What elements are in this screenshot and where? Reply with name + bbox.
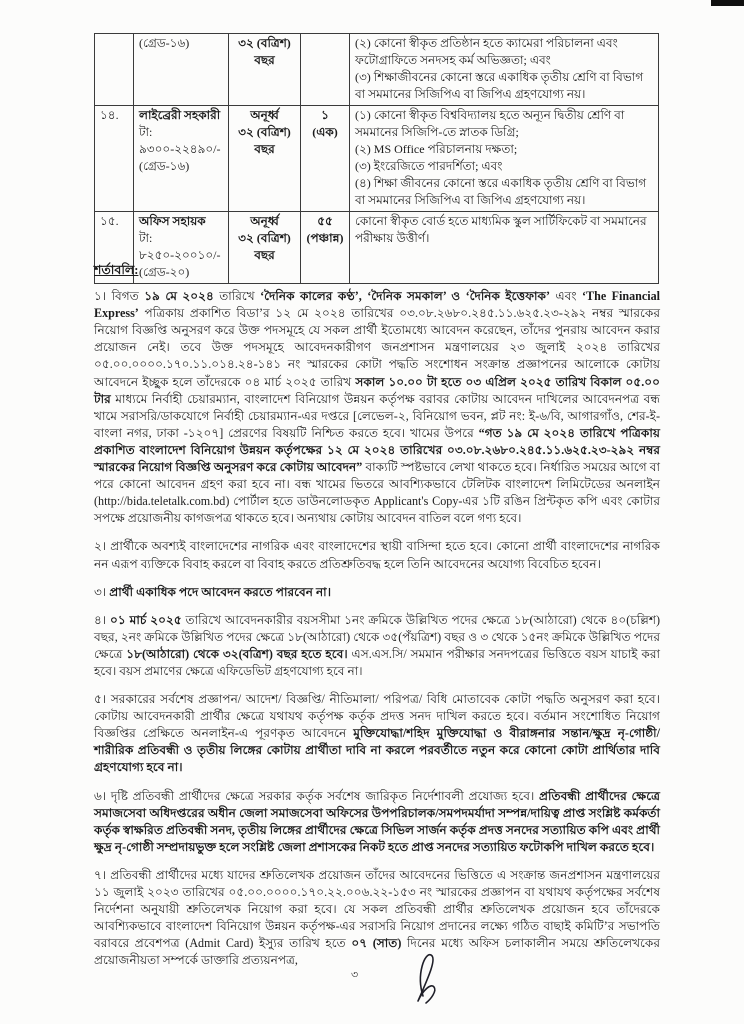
- age-line: বছর: [254, 248, 275, 262]
- post-grade: (গ্রেড-২০): [139, 265, 190, 279]
- serial-cell: [95, 34, 134, 106]
- age-line: ৩২ (বত্রিশ): [238, 231, 291, 245]
- age-line: ৩২ (বত্রিশ): [238, 36, 291, 50]
- age-cell: [229, 34, 301, 106]
- post-pay-scale: টা: ৯৩০০-২২৪৯০/-: [139, 125, 221, 156]
- vacancy-count-words: (পঞ্চান্ন): [306, 231, 344, 245]
- condition-paragraph-5: ৫। সরকারের সর্বশেষ প্রজ্ঞাপন/ আদেশ/ বিজ্ঞপ্তি/ নীতিমালা/ পরিপত্র/ বিধি মোতাবেক কোটা পদ্ধতি অনুসরণ করা হবে। কোটায় আবেদনকারী প্রার্থীর ক্ষেত্রে যথাযথ কর্তৃপক্ষ কর্তৃক প্রদত্ত সনদ দাখিল করতে হবে। বর্তমান সংশোধিত নিয়োগ বিজ্ঞপ্তির প্রেক্ষিতে অনলাইন-এ পূরণকৃত আবেদনে মুক্তিযোদ্ধা/শহিদ মুক্তিযোদ্ধা ও বীরাঙ্গনার সন্তান/ক্ষুদ্র নৃ-গোষ্ঠী/ শারীরিক প্রতিবন্ধী ও তৃতীয় লিঙ্গের কোটায় প্রার্থীতা দাবি না করলে পরবর্তীতে নতুন করে কোনো কোটা প্রার্থিতার দাবি গ্রহণযোগ্য হবে না।: [94, 692, 660, 775]
- serial-cell: ১৫.: [95, 212, 134, 284]
- age-line: অনূর্ধ্ব: [250, 214, 279, 228]
- age-line: বছর: [254, 142, 275, 156]
- qualification-item: (১) কোনো স্বীকৃত বিশ্ববিদ্যালয় হতে অন্যূন দ্বিতীয় শ্রেণি বা সমমানের সিজিপি-তে স্নাতক ডিগ্রি;: [355, 108, 625, 139]
- qualification-cell: [350, 106, 659, 212]
- age-cell: [229, 106, 301, 212]
- table-row-continuation: [95, 34, 659, 106]
- post-name: অফিস সহায়ক: [139, 214, 206, 228]
- job-posts-table: [94, 33, 659, 284]
- age-line: অনূর্ধ্ব: [250, 108, 279, 122]
- age-line: বছর: [254, 53, 275, 67]
- vacancy-count-words: (এক): [312, 125, 338, 139]
- qualification-item: (২) কোনো স্বীকৃত প্রতিষ্ঠান হতে ক্যামেরা পরিচালনা এবং ফটোগ্রাফিতে সনদসহ কর্ম অভিজ্ঞতা; এবং: [355, 36, 618, 67]
- condition-paragraph-4: ৪। ০১ মার্চ ২০২৫ তারিখে আবেদনকারীর বয়সসীমা ১নং ক্রমিকে উল্লিখিত পদের ক্ষেত্রে ১৮(আঠারো) থেকে ৪০(চল্লিশ) বছর, ২নং ক্রমিকে উল্লিখিত পদের ক্ষেত্রে ১৮(আঠারো) থেকে ৩৫(পঁয়ত্রিশ) বছর ও ৩ থেকে ১৫নং ক্রমিকে উল্লিখিত পদের ক্ষেত্রে ১৮(আঠারো) থেকে ৩২(বত্রিশ) বছর হতে হবে। এস.এস.সি/ সমমান পরীক্ষার সনদপত্রের ভিত্তিতে বয়স যাচাই করা হবে। বয়স প্রমাণের ক্ষেত্রে এফিডেভিট গ্রহণযোগ্য হবে না।: [94, 612, 661, 678]
- condition-paragraph-3: ৩। প্রার্থী একাধিক পদে আবেদন করতে পারবেন না।: [94, 584, 332, 599]
- post-cell: [134, 34, 229, 106]
- conditions-section: [94, 262, 660, 980]
- qualification-item: (২) MS Office পরিচালনায় দক্ষতা;: [355, 142, 518, 156]
- condition-paragraph-7: ৭। প্রতিবন্ধী প্রার্থীদের মধ্যে যাদের শ্রুতিলেখক প্রয়োজন তাঁদের আবেদনের ভিত্তিতে এ সংক্রান্ত জনপ্রশাসন মন্ত্রণালয়ের ১১ জুলাই ২০২৩ তারিখের ০৫.০০.০০০০.১৭০.২২.০০৬.২২-১৫৩ নং স্মারকের প্রজ্ঞাপন বা যথাযথ কর্তৃপক্ষের সর্বশেষ নির্দেশনা অনুযায়ী শ্রুতিলেখক নিয়োগ করা হবে। যে সকল প্রতিবন্ধী প্রার্থীর শ্রুতিলেখক প্রয়োজন হবে তাঁদেরকে আবশ্যিকভাবে বাংলাদেশ বিনিয়োগ উন্নয়ন কর্তৃপক্ষ-এর সরাসরি নিয়োগ প্রদানের লক্ষ্যে গঠিত বাছাই কমিটি’র সভাপতি বরাবরে প্রবেশপত্র (Admit Card) ইস্যুর তারিখ হতে ০৭ (সাত) দিনের মধ্যে অফিস চলাকালীন সময়ে শ্রুতিলেখকের প্রয়োজনীয়তা সম্পর্কে ডাক্তারি প্রত্যয়নপত্র,: [94, 867, 661, 968]
- vacancy-cell: [301, 34, 350, 106]
- post-pay-scale: টা: ৮২৫০-২০০১০/-: [139, 231, 221, 262]
- qualification-cell: [350, 34, 659, 106]
- vacancy-count: ৫৫: [317, 214, 333, 228]
- conditions-heading: শর্তাবলি:: [94, 263, 139, 277]
- qualification-item: (৩) শিক্ষাজীবনের কোনো স্তরে একাধিক তৃতীয় শ্রেণি বা বিভাগ বা সমমানের সিজিপিএ বা জিপিএ গ্রহণযোগ্য নয়।: [355, 70, 644, 101]
- serial-cell: ১৪.: [95, 106, 134, 212]
- age-line: ৩২ (বত্রিশ): [238, 125, 291, 139]
- page-number: ৩: [351, 969, 359, 981]
- qualification-item: (৪) শিক্ষা জীবনের কোনো স্তরে একাধিক তৃতীয় শ্রেণি বা বিভাগ বা সমমানের সিজিপিএ বা জিপিএ গ্রহণযোগ্য নয়।: [355, 176, 647, 207]
- qualification-item: (৩) ইংরেজিতে পারদর্শিতা; এবং: [355, 159, 503, 173]
- post-cell: [134, 106, 229, 212]
- post-name: লাইব্রেরী সহকারী: [139, 108, 221, 122]
- condition-paragraph-2: ২। প্রার্থীকে অবশ্যই বাংলাদেশের নাগরিক এবং বাংলাদেশের স্থায়ী বাসিন্দা হতে হবে। কোনো প্রার্থী বাংলাদেশের নাগরিক নন এরূপ ব্যক্তিকে বিবাহ করলে বা বিবাহ করতে প্রতিশ্রুতিবদ্ধ হলে তিনি আবেদনের অযোগ্য বিবেচিত হবেন।: [94, 539, 660, 571]
- condition-paragraph-6: ৬। দৃষ্টি প্রতিবন্ধী প্রার্থীদের ক্ষেত্রে সরকার কর্তৃক সর্বশেষ জারিকৃত নির্দেশাবলী প্রযোজ্য হবে। প্রতিবন্ধী প্রার্থীদের ক্ষেত্রে সমাজসেবা অধিদপ্তরের অধীন জেলা সমাজসেবা অফিসের উপপরিচালক/সমপদমর্যাদা সম্পন্ন/দায়িত্ব প্রাপ্ত সংশ্লিষ্ট কর্মকর্তা কর্তৃক স্বাক্ষরিত প্রতিবন্ধী সনদ, তৃতীয় লিঙ্গের প্রার্থীদের ক্ষেত্রে সিভিল সার্জন কর্তৃক প্রদত্ত সনদের সত্যায়িত কপি এবং প্রার্থী ক্ষুদ্র নৃ-গোষ্ঠী সম্প্রদায়ভুক্ত হলে সংশ্লিষ্ট জেলা প্রশাসকের নিকট হতে প্রাপ্ত সনদের সত্যায়িত ফটোকপি দাখিল করতে হবে।: [94, 788, 660, 854]
- post-grade: (গ্রেড-১৬): [139, 159, 190, 173]
- table-row-14: [95, 106, 659, 212]
- signature-mark: [406, 946, 452, 1008]
- scan-artifact-corner: [711, 0, 744, 6]
- vacancy-count: ১: [321, 108, 329, 122]
- qualification-item: কোনো স্বীকৃত বোর্ড হতে মাধ্যমিক স্কুল সার্টিফিকেট বা সমমানের পরীক্ষায় উত্তীর্ণ।: [355, 214, 647, 245]
- post-grade: (গ্রেড-১৬): [139, 36, 190, 50]
- condition-paragraph-1: ১। বিগত ১৯ মে ২০২৪ তারিখে ‘দৈনিক কালের কণ্ঠ’, ‘দৈনিক সমকাল’ ও ‘দৈনিক ইত্তেফাক’ এবং ‘The Financial Express’ পত্রিকায় প্রকাশিত বিডা’র ১২ মে ২০২৪ তারিখের ০৩.০৮.২৬৮০.২৪৫.১১.৬২৫.২৩-২৯২ নম্বর স্মারকের নিয়োগ বিজ্ঞপ্তি অনুসরণ করে উক্ত পদসমূহে যে সকল প্রার্থী ইতোমধ্যে আবেদন করেছেন, তাঁদের পুনরায় আবেদন করার প্রয়োজন নেই। তবে উক্ত পদসমূহে আবেদনকারীগণ জনপ্রশাসন মন্ত্রণালয়ের ২৩ জুলাই ২০২৪ তারিখের ০৫.০০.০০০০.১৭০.১১.০১৪.২৪-১৪১ নং স্মারকের কোটা পদ্ধতি সংশোধন সংক্রান্ত প্রজ্ঞাপনের আলোকে কোটায় আবেদনে ইচ্ছুক হলে তাঁদেরকে ০৪ মার্চ ২০২৫ তারিখ সকাল ১০.০০ টা হতে ০৩ এপ্রিল ২০২৫ তারিখ বিকাল ০৫.০০ টার মাধ্যমে নির্বাহী চেয়ারম্যান, বাংলাদেশ বিনিয়োগ উন্নয়ন কর্তৃপক্ষ বরাবর কোটায় আবেদন দাখিলের আবেদনপত্র বন্ধ খামে সরাসরি/ডাকযোগে নির্বাহী চেয়ারম্যান-এর দপ্তরে [লেভেল-২, বিনিয়োগ ভবন, প্লট নং: ই-৬/বি, আগারগাঁও, শের-ই-বাংলা নগর, ঢাকা -১২০৭] প্রেরণের বিষয়টি নিশ্চিত করতে হবে। খামের উপরে “গত ১৯ মে ২০২৪ তারিখে পত্রিকায় প্রকাশিত বাংলাদেশ বিনিয়োগ উন্নয়ন কর্তৃপক্ষের ১২ মে ২০২৪ তারিখের ০৩.০৮.২৬৮০.২৪৫.১১.৬২৫.২৩-২৯২ নম্বর স্মারকের নিয়োগ বিজ্ঞপ্তি অনুসরণ করে কোটায় আবেদন” বাক্যটি স্পষ্টভাবে লেখা থাকতে হবে। নির্ধারিত সময়ের আগে বা পরে কোনো আবেদন গ্রহণ করা হবে না। বন্ধ খামের ভিতরে আবশ্যিকভাবে টেলিটক বাংলাদেশ লিমিটেডের অনলাইন (http://bida.teletalk.com.bd) পোর্টাল হতে ডাউনলোডকৃত Applicant's Copy-এর ১টি রঙিন প্রিন্টকৃত কপি এবং কোটার সপক্ষে প্রয়োজনীয় কাগজপত্র থাকতে হবে। অন্যথায় কোটায় আবেদন বাতিল বলে গণ্য হবে।: [94, 289, 661, 526]
- vacancy-cell: [301, 106, 350, 212]
